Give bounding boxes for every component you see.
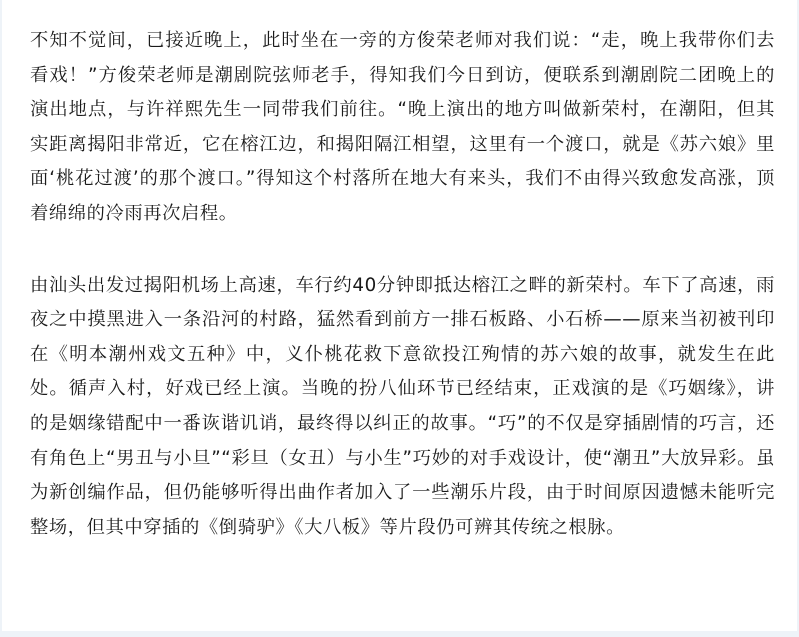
article-paragraph: 不知不觉间，已接近晚上，此时坐在一旁的方俊荣老师对我们说：“走，晚上我带你们去看戏！”方俊荣老师是潮剧院弦师老手，得知我们今日到访，便联系到潮剧院二团晚上的演出地点，与许祥熙先生一同带我们前往。“晚上演出的地方叫做新荣村，在潮阳，但其实距离揭阳非常近，它在榕江边，和揭阳隔江相望，这里有一个渡口，就是《苏六娘》里面‘桃花过渡’的那个渡口。”得知这个村落所在地大有来头，我们不由得兴致愈发高涨，顶着绵绵的冷雨再次启程。 — [30, 30, 775, 224]
left-edge-strip — [0, 0, 2, 637]
article-paragraph: 由汕头出发过揭阳机场上高速，车行约40分钟即抵达榕江之畔的新荣村。车下了高速，雨夜之中摸黑进入一条沿河的村路，猛然看到前方一排石板路、小石桥——原来当初被刊印在《明本潮州戏文五种》中，义仆桃花救下意欲投江殉情的苏六娘的故事，就发生在此处。循声入村，好戏已经上演。当晚的扮八仙环节已经结束，正戏演的是《巧姻缘》，讲的是姻缘错配中一番诙谐讥诮，最终得以纠正的故事。“巧”的不仅是穿插剧情的巧言，还有角色上“男丑与小旦”“彩旦（女丑）与小生”巧妙的对手戏设计，使“潮丑”大放异彩。虽为新创编作品，但仍能够听得出曲作者加入了一些潮乐片段，由于时间原因遗憾未能听完整场，但其中穿插的《倒骑驴》《大八板》等片段仍可辨其传统之根脉。 — [30, 274, 775, 538]
bottom-edge-strip — [0, 631, 799, 637]
article-body — [30, 24, 775, 545]
